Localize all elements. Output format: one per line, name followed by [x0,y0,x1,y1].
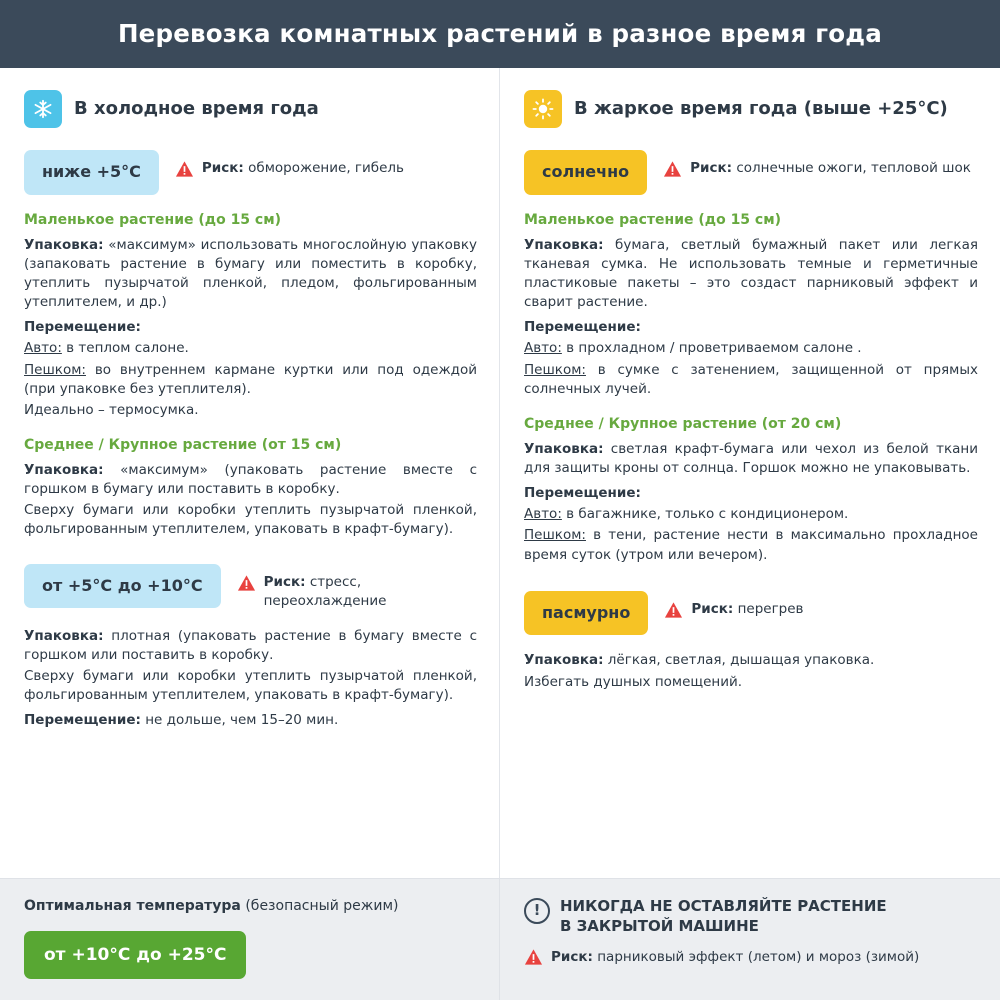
cold-small-auto: Авто: в теплом салоне. [24,340,189,357]
cold-2-packaging-2: Сверху бумаги или коробки утеплить пузырчатой пленкой, фольгированным утеплителем, упаковать в крафт-бумагу). [24,668,477,704]
cold-risk-2 [237,564,477,611]
risk-label: Риск: [551,949,593,965]
optimal-temperature-label: Оптимальная температура [24,898,241,914]
exclamation-circle-icon: ! [524,898,550,924]
never-leave-warning-text [560,897,887,936]
hot-condition-chip-row-2 [524,591,978,636]
risk-value: парниковый эффект (летом) и мороз (зимой) [597,949,920,965]
warning-triangle-icon [237,574,256,598]
risk-label: Риск: [691,600,734,617]
cold-big-packaging: Упаковка: «максимум» (упаковать растение вместе с горшком в бумагу или поставить в коробку. [24,461,477,498]
risk-value: обморожение, гибель [248,160,405,176]
cold-2-packaging: Упаковка: плотная (упаковать растение в бумагу вместе с горшком или поставить в коробку. [24,627,477,663]
cold-big-plant-title: Среднее / Крупное растение (от 15 см) [24,437,342,453]
hot-small-walk: Пешком: в сумке с затенением, защищенной от прямых солнечных лучей. [524,361,978,397]
hot-big-move-label: Перемещение: [524,485,641,502]
cold-risk-1-text [202,159,404,178]
footer-risk-text [551,948,919,967]
hot-small-auto: Авто: в прохладном / проветриваемом салоне . [524,340,862,357]
cold-season-header [24,90,477,128]
warning-triangle-icon [663,160,682,184]
cold-risk-2-text [264,573,477,611]
content-columns [0,68,1000,878]
risk-value: перегрев [737,600,804,617]
snowflake-icon [24,90,62,128]
cold-2-move: Перемещение: не дольше, чем 15–20 мин. [24,712,339,729]
hot-big-auto: Авто: в багажнике, только с кондиционером. [524,506,849,523]
risk-value: солнечные ожоги, тепловой шок [736,160,971,176]
never-leave-warning-block [500,879,1000,1000]
risk-label: Риск: [263,573,306,590]
hot-condition-chip: солнечно [524,150,647,195]
hot-big-packaging: Упаковка: светлая крафт-бумага или чехол из белой ткани для защиты кроны от солнца. Горшок можно не упаковывать. [524,440,978,476]
cold-temp-chip-row [24,150,477,195]
sun-icon [524,90,562,128]
hot-2-packaging-2: Избегать душных помещений. [524,673,743,690]
hot-season-column [500,68,1000,878]
page-footer [0,878,1000,1000]
warning-triangle-icon [524,948,543,972]
optimal-temperature-chip: от +10°C до +25°C [24,931,246,979]
hot-risk-2-text [691,600,803,619]
cold-small-packaging: Упаковка: «максимум» использовать многослойную упаковку (запаковать растение в бумагу или поместить в коробку, утеплить пузырчатой пленкой, пледом, фольгированным утеплителем, и др.) [24,236,477,311]
cold-temp-chip-2: от +5°C до +10°C [24,564,221,609]
optimal-temperature-note: (безопасный режим) [245,898,399,914]
risk-label: Риск: [201,160,244,176]
hot-risk-1-text [690,159,971,178]
risk-value: стресс, переохлаждение [263,573,387,609]
never-leave-line-1: НИКОГДА НЕ ОСТАВЛЯЙТЕ РАСТЕНИЕ [560,897,887,915]
cold-temp-chip: ниже +5°C [24,150,159,195]
hot-season-header [524,90,978,128]
hot-risk-1 [663,150,971,184]
optimal-temperature-line [24,897,477,917]
cold-small-plant-title: Маленькое растение (до 15 см) [24,211,282,228]
cold-small-extra: Идеально – термосумка. [24,401,199,418]
cold-season-column [0,68,500,878]
warning-triangle-icon [664,601,683,625]
hot-risk-2 [664,591,803,625]
footer-risk [524,948,978,972]
cold-temp-chip-row-2 [24,564,477,611]
page-title: Перевозка комнатных растений в разное время года [117,18,883,48]
hot-big-plant-title: Среднее / Крупное растение (от 20 см) [524,415,842,432]
hot-small-move-label: Перемещение: [524,319,641,336]
cold-season-title: В холодное время года [74,98,319,120]
never-leave-warning [524,897,978,936]
hot-condition-chip-row [524,150,978,195]
hot-2-packaging: Упаковка: лёгкая, светлая, дышащая упаковка. [524,652,875,669]
cold-risk-1 [175,150,404,184]
hot-season-title: В жаркое время года (выше +25°C) [574,98,948,120]
hot-small-plant-title: Маленькое растение (до 15 см) [524,211,782,228]
optimal-temperature-block [0,879,500,1000]
hot-condition-chip-2: пасмурно [524,591,648,636]
risk-label: Риск: [690,160,733,176]
page-header [0,0,1000,68]
warning-triangle-icon [175,160,194,184]
cold-small-move-label: Перемещение: [24,319,141,336]
never-leave-line-2: В ЗАКРЫТОЙ МАШИНЕ [560,916,759,935]
hot-small-packaging: Упаковка: бумага, светлый бумажный пакет или легкая тканевая сумка. Не использовать темные и герметичные пластиковые пакеты – это создаст парниковый эффект и сварит растение. [524,236,978,311]
hot-big-walk: Пешком: в тени, растение нести в максимально прохладное время суток (утром или вечером). [524,527,978,563]
cold-small-walk: Пешком: во внутреннем кармане куртки или под одеждой (при упаковке без утеплителя). [24,361,478,397]
cold-big-packaging-2: Сверху бумаги или коробки утеплить пузырчатой пленкой, фольгированным утеплителем, упаковать в крафт-бумагу). [24,502,477,538]
